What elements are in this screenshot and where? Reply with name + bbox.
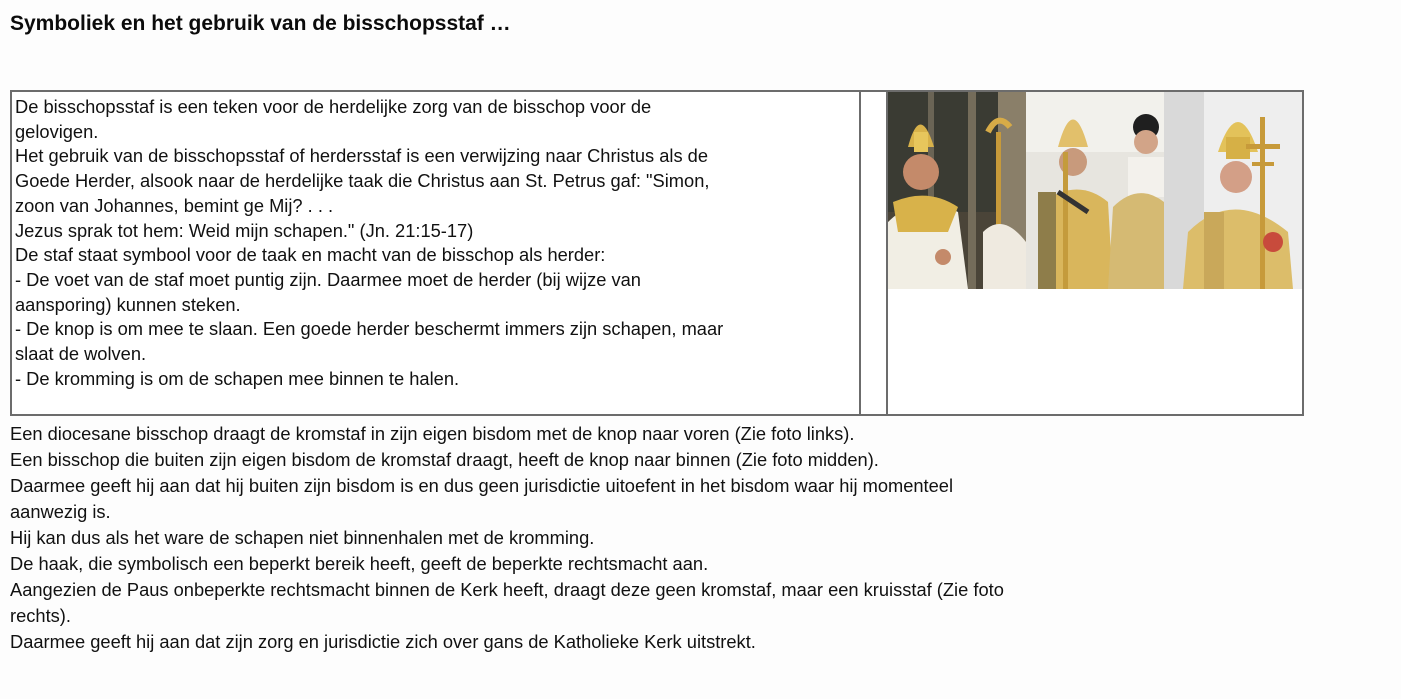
text-line: - De knop is om mee te slaan. Een goede herder beschermt immers zijn schapen, maar (15, 318, 724, 340)
text-line: aansporing) kunnen steken. (15, 293, 241, 315)
text-line: Een diocesane bisschop draagt de kromstaf in zijn eigen bisdom met de knop naar voren (Zie foto links). (10, 423, 855, 444)
table-text-cell (12, 92, 861, 414)
text-line: zoon van Johannes, bemint ge Mij? . . . (15, 194, 334, 216)
text-line: Het gebruik van de bisschopsstaf of herdersstaf is een verwijzing naar Christus als de (15, 145, 709, 167)
photo-right (1164, 92, 1302, 289)
text-line: Jezus sprak tot hem: Weid mijn schapen." (Jn. 21:15-17) (15, 219, 474, 241)
photo-middle (1026, 92, 1164, 289)
table-spacer-cell (861, 92, 888, 414)
text-line: Aangezien de Paus onbeperkte rechtsmacht binnen de Kerk heeft, draagt deze geen kromstaf, maar een kruisstaf (Zie foto (10, 579, 1004, 600)
body-text (10, 421, 1380, 655)
text-line: Daarmee geeft hij aan dat hij buiten zijn bisdom is en dus geen jurisdictie uitoefent in het bisdom waar hij momenteel (10, 475, 954, 496)
text-line: aanwezig is. (10, 501, 111, 522)
content-table (10, 90, 1304, 416)
bishops-photo-strip (888, 92, 1302, 289)
text-line: Hij kan dus als het ware de schapen niet binnenhalen met de kromming. (10, 527, 595, 548)
page-title: Symboliek en het gebruik van de bisschopsstaf … (10, 12, 511, 35)
table-photo-cell (888, 92, 1302, 414)
text-line: slaat de wolven. (15, 343, 147, 365)
photo-left (888, 92, 1026, 289)
text-line: Daarmee geeft hij aan dat zijn zorg en jurisdictie zich over gans de Katholieke Kerk uitstrekt. (10, 631, 756, 652)
text-line: Een bisschop die buiten zijn eigen bisdom de kromstaf draagt, heeft de knop naar binnen (Zie foto midden). (10, 449, 879, 470)
text-line: De staf staat symbool voor de taak en macht van de bisschop als herder: (15, 244, 606, 266)
text-line: gelovigen. (15, 120, 99, 142)
text-line: rechts). (10, 605, 71, 626)
text-line: De haak, die symbolisch een beperkt bereik heeft, geeft de beperkte rechtsmacht aan. (10, 553, 709, 574)
text-line: De bisschopsstaf is een teken voor de herdelijke zorg van de bisschop voor de (15, 96, 652, 117)
text-line: - De voet van de staf moet puntig zijn. Daarmee moet de herder (bij wijze van (15, 268, 641, 290)
text-line: - De kromming is om de schapen mee binnen te halen. (15, 367, 460, 389)
text-line: Goede Herder, alsook naar de herdelijke taak die Christus aan St. Petrus gaf: "Simon, (15, 170, 710, 192)
